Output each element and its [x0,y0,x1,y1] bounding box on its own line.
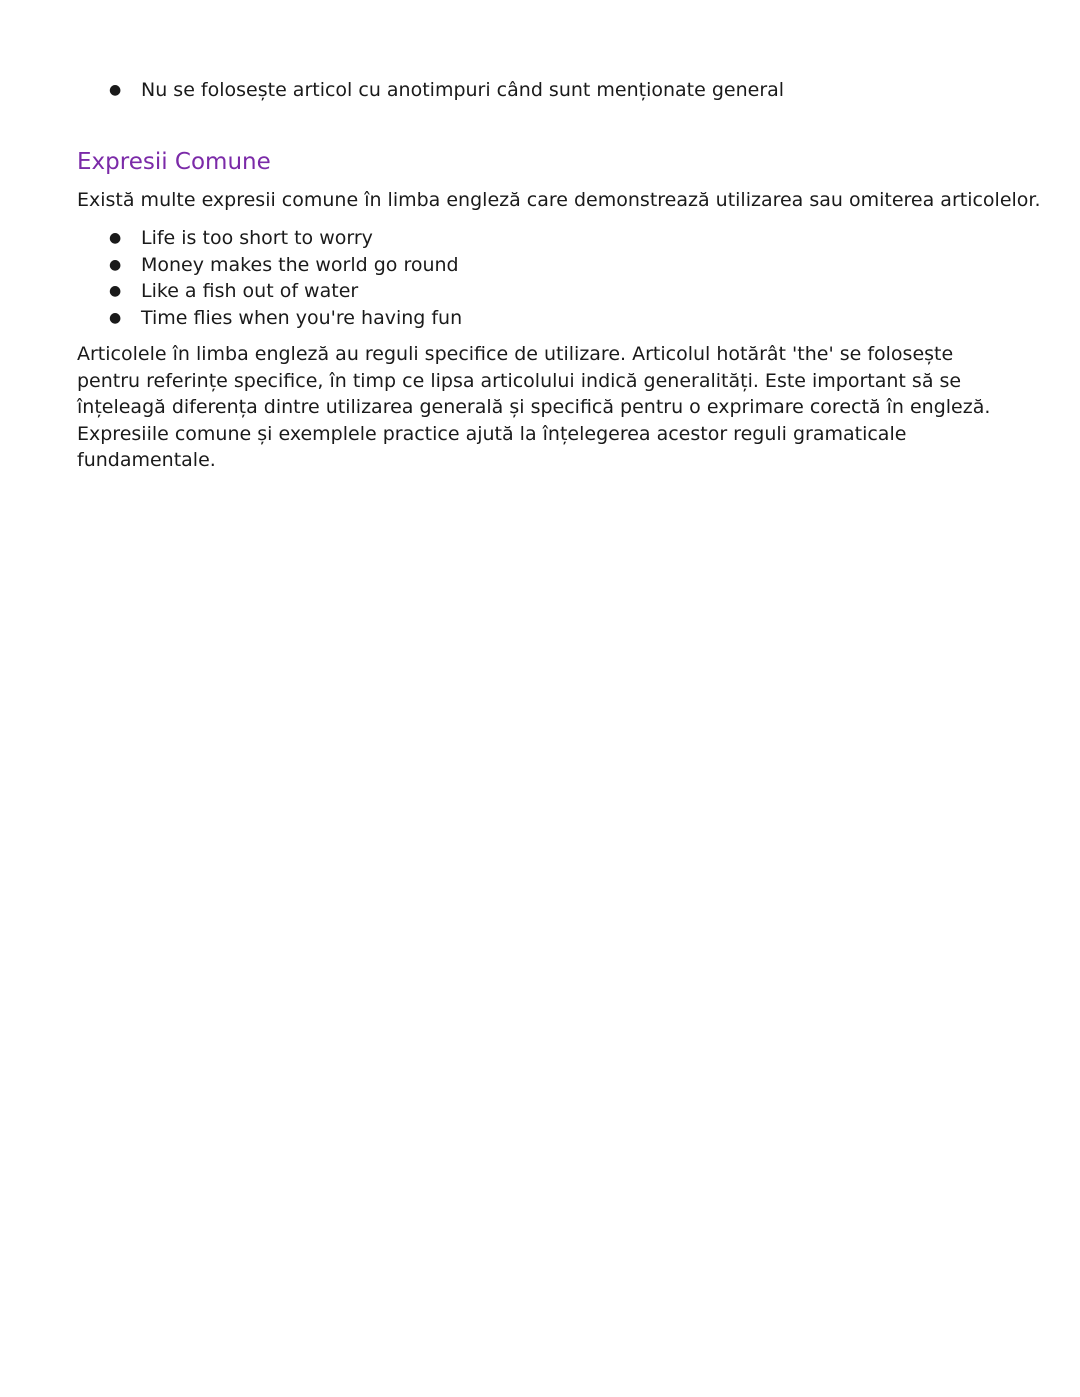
bullet-icon: ● [109,230,122,246]
list-item [0,77,784,104]
section-heading: Expresii Comune [77,149,271,175]
list-item-text: Money makes the world go round [141,253,459,276]
bullet-icon: ● [109,309,122,326]
section-intro: Există multe expresii comune în limba engleză care demonstrează utilizarea sau omiterea articolelor. [77,189,1041,211]
bullet-icon: ● [109,256,122,273]
list-item-text: Life is too short to worry [141,227,373,249]
list-item [0,252,462,279]
list-item [0,305,462,332]
bullet-list [0,77,784,104]
list-item-text: Like a fish out of water [141,280,359,303]
list-item [0,278,462,305]
list-item-text: Time flies when you're having fun [141,306,463,329]
bullet-icon: ● [109,82,122,98]
list-item-text: Nu se folosește articol cu anotimpuri când sunt menționate general [141,79,785,101]
expressions-list [0,225,462,331]
bullet-icon: ● [109,283,122,300]
list-item [0,225,462,252]
summary-paragraph: Articolele în limba engleză au reguli specifice de utilizare. Articolul hotărât 'the' se folosește pentru referințe specifice, în timp ce lipsa articolului indică generalități. Este important să se înțeleagă diferența dintre utilizarea generală și specifică pentru o exprimare corectă în engleză. Expresiile comune și exemplele practice ajută la înțelegerea acestor reguli gramaticale fundamentale. [77,343,991,472]
